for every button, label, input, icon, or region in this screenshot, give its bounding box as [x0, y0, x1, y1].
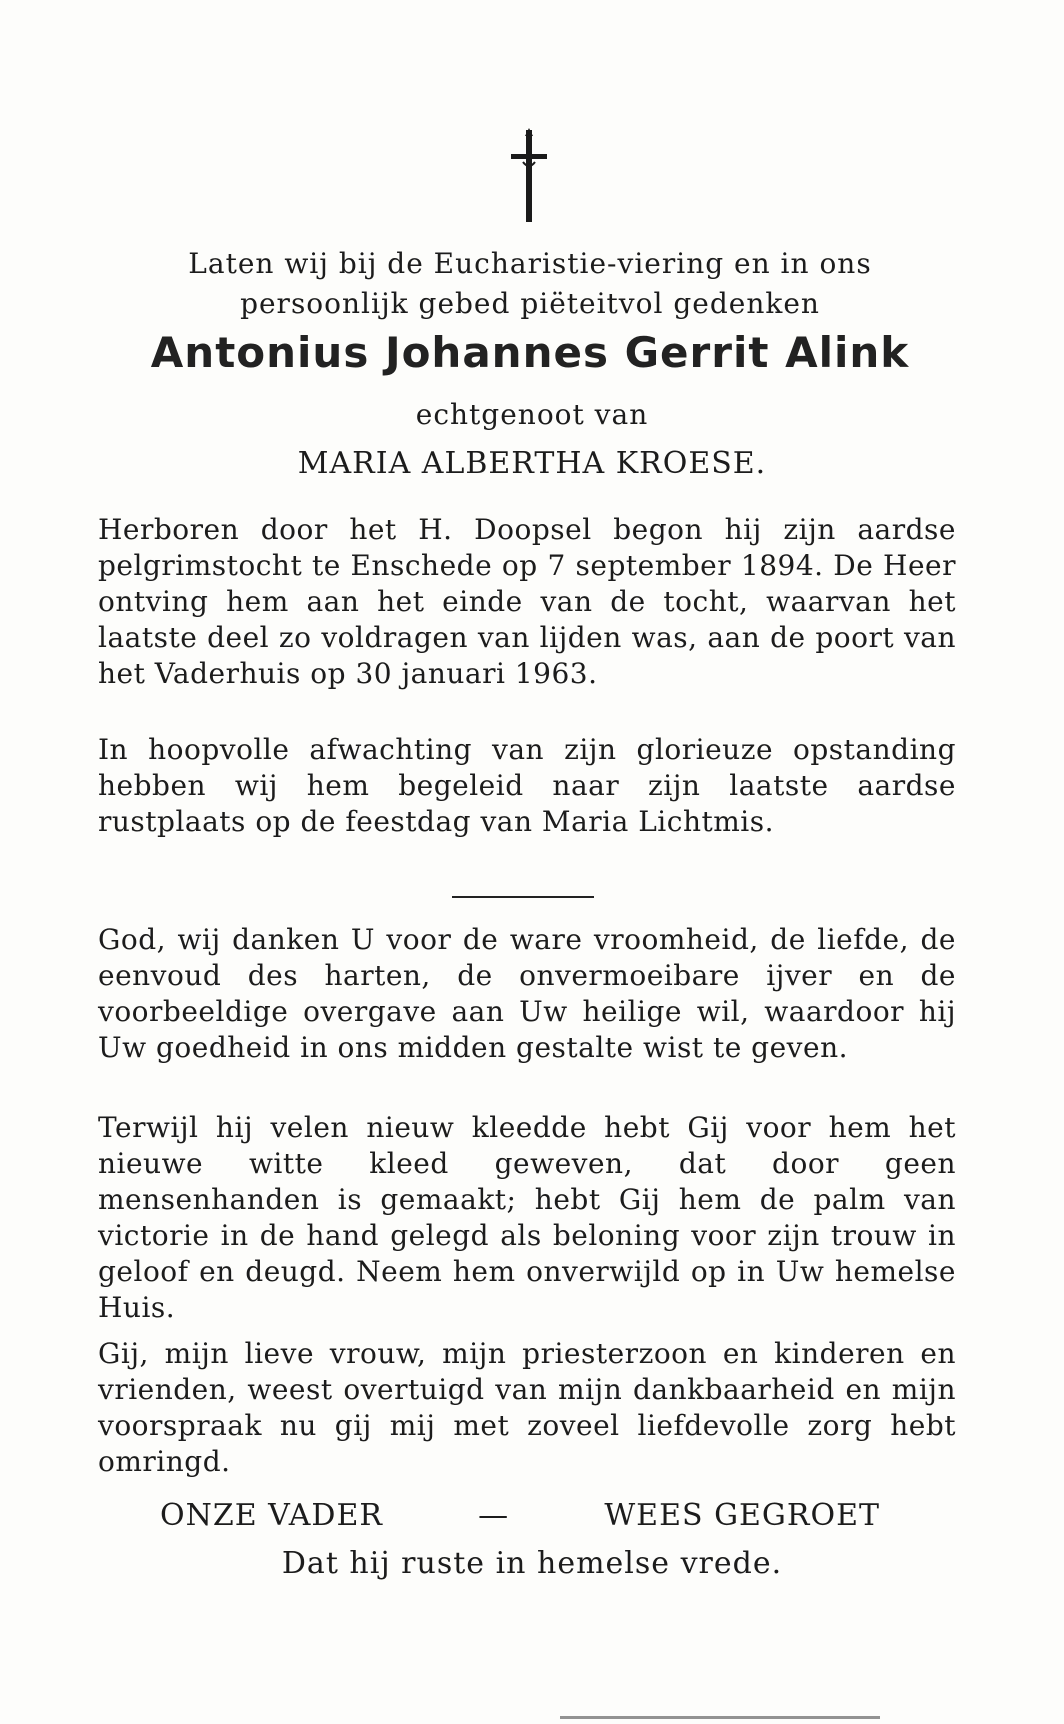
paragraph-prayer: Terwijl hij velen nieuw kleedde hebt Gij voor hem het nieuwe witte kleed geweven, dat door geen mensenhanden is gemaakt; hebt Gij hem de palm van victorie in de hand gelegd als beloning voor zijn trouw in geloof en deugd. Neem hem onverwijld op in Uw hemelse Huis.	[98, 1111, 956, 1324]
deceased-name: Antonius Johannes Gerrit Alink	[150, 328, 910, 377]
scan-edge	[560, 1716, 880, 1719]
prayer-separator: —	[478, 1498, 510, 1533]
intro-line-1: Laten wij bij de Eucharistie-viering en in ons	[188, 247, 872, 280]
spouse-label: echtgenoot van	[415, 398, 649, 431]
divider	[452, 896, 594, 898]
prayer-right: WEES GEGROET	[604, 1498, 880, 1533]
paragraph-birth-death: Herboren door het H. Doopsel begon hij zijn aardse pelgrimstocht te Enschede op 7 september 1894. De Heer ontving hem aan het einde van de tocht, waarvan het laatste deel zo voldragen van lijden was, aan de poort van het Vaderhuis op 30 januari 1963.	[98, 513, 956, 690]
intro-text	[100, 244, 960, 324]
intro-line-2: persoonlijk gebed piëteitvol gedenken	[240, 287, 820, 320]
paragraph-farewell: Gij, mijn lieve vrouw, mijn priesterzoon en kinderen en vrienden, weest overtuigd van mijn dankbaarheid en mijn voorspraak nu gij mij met zoveel liefdevolle zorg hebt omringd.	[98, 1337, 956, 1478]
spouse-name: MARIA ALBERTHA KROESE.	[297, 446, 767, 481]
closing-line: Dat hij ruste in hemelse vrede.	[281, 1546, 783, 1581]
cross-icon	[509, 128, 549, 224]
prayer-line	[160, 1498, 880, 1533]
paragraph-thanks: God, wij danken U voor de ware vroomheid, de liefde, de eenvoud des harten, de onvermoeibare ijver en de voorbeeldige overgave aan Uw heilige wil, waardoor hij Uw goedheid in ons midden gestalte wist te geven.	[98, 923, 956, 1064]
paragraph-burial: In hoopvolle afwachting van zijn glorieuze opstanding hebben wij hem begeleid naar zijn laatste aardse rustplaats op de feestdag van Maria Lichtmis.	[98, 733, 956, 838]
prayer-left: ONZE VADER	[160, 1498, 383, 1533]
